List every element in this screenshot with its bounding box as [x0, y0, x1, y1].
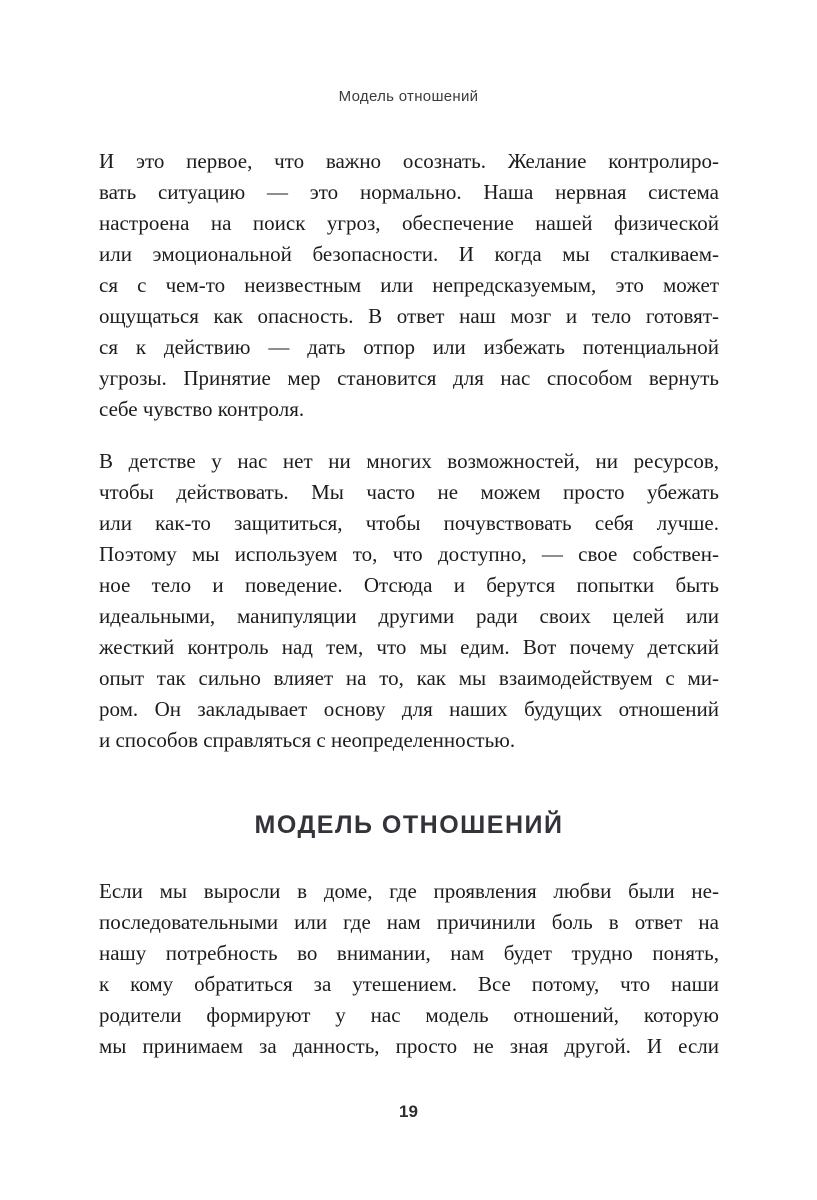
paragraph-3	[99, 876, 719, 1062]
text-line: ное тело и поведение. Отсюда и берутся попытки быть	[99, 573, 719, 597]
text-line: опыт так сильно влияет на то, как мы взаимодействуем с ми-	[99, 666, 719, 690]
text-line: угрозы. Принятие мер становится для нас способом вернуть	[99, 366, 719, 390]
paragraph-1	[99, 146, 719, 425]
text-line: идеальными, манипуляции другими ради своих целей или	[99, 604, 719, 628]
page-body	[99, 146, 719, 1062]
text-line: жесткий контроль над тем, что мы едим. Вот почему детский	[99, 635, 719, 659]
text-line: Поэтому мы используем то, что доступно, — свое собствен-	[99, 542, 719, 566]
text-line: мы принимаем за данность, просто не зная другой. И если	[99, 1034, 719, 1058]
text-line: вать ситуацию — это нормально. Наша нервная система	[99, 180, 719, 204]
text-line: ром. Он закладывает основу для наших будущих отношений	[99, 697, 719, 721]
text-line: к кому обратиться за утешением. Все потому, что наши	[99, 972, 719, 996]
text-line: В детстве у нас нет ни многих возможностей, ни ресурсов,	[99, 449, 719, 473]
text-line: или как-то защититься, чтобы почувствовать себя лучше.	[99, 511, 719, 535]
text-line: настроена на поиск угроз, обеспечение нашей физической	[99, 211, 719, 235]
text-line: последовательными или где нам причинили боль в ответ на	[99, 910, 719, 934]
text-line: чтобы действовать. Мы часто не можем просто убежать	[99, 480, 719, 504]
page-number: 19	[399, 1102, 418, 1121]
text-line: нашу потребность во внимании, нам будет трудно понять,	[99, 941, 719, 965]
text-line: ся к действию — дать отпор или избежать потенциальной	[99, 335, 719, 359]
text-line: и способов справляться с неопределенностью.	[99, 728, 516, 752]
section-heading: МОДЕЛЬ ОТНОШЕНИЙ	[254, 811, 564, 839]
text-line: себе чувство контроля.	[99, 397, 305, 421]
text-line: ощущаться как опасность. В ответ наш мозг и тело готовят-	[99, 304, 719, 328]
paragraph-2	[99, 446, 719, 756]
text-line: И это первое, что важно осознать. Желание контролиро-	[99, 149, 719, 173]
running-header: Модель отношений	[338, 88, 479, 105]
text-line: или эмоциональной безопасности. И когда мы сталкиваем-	[99, 242, 719, 266]
text-line: Если мы выросли в доме, где проявления любви были не-	[99, 879, 719, 903]
text-line: ся с чем-то неизвестным или непредсказуемым, это может	[99, 273, 719, 297]
text-line: родители формируют у нас модель отношений, которую	[99, 1003, 719, 1027]
